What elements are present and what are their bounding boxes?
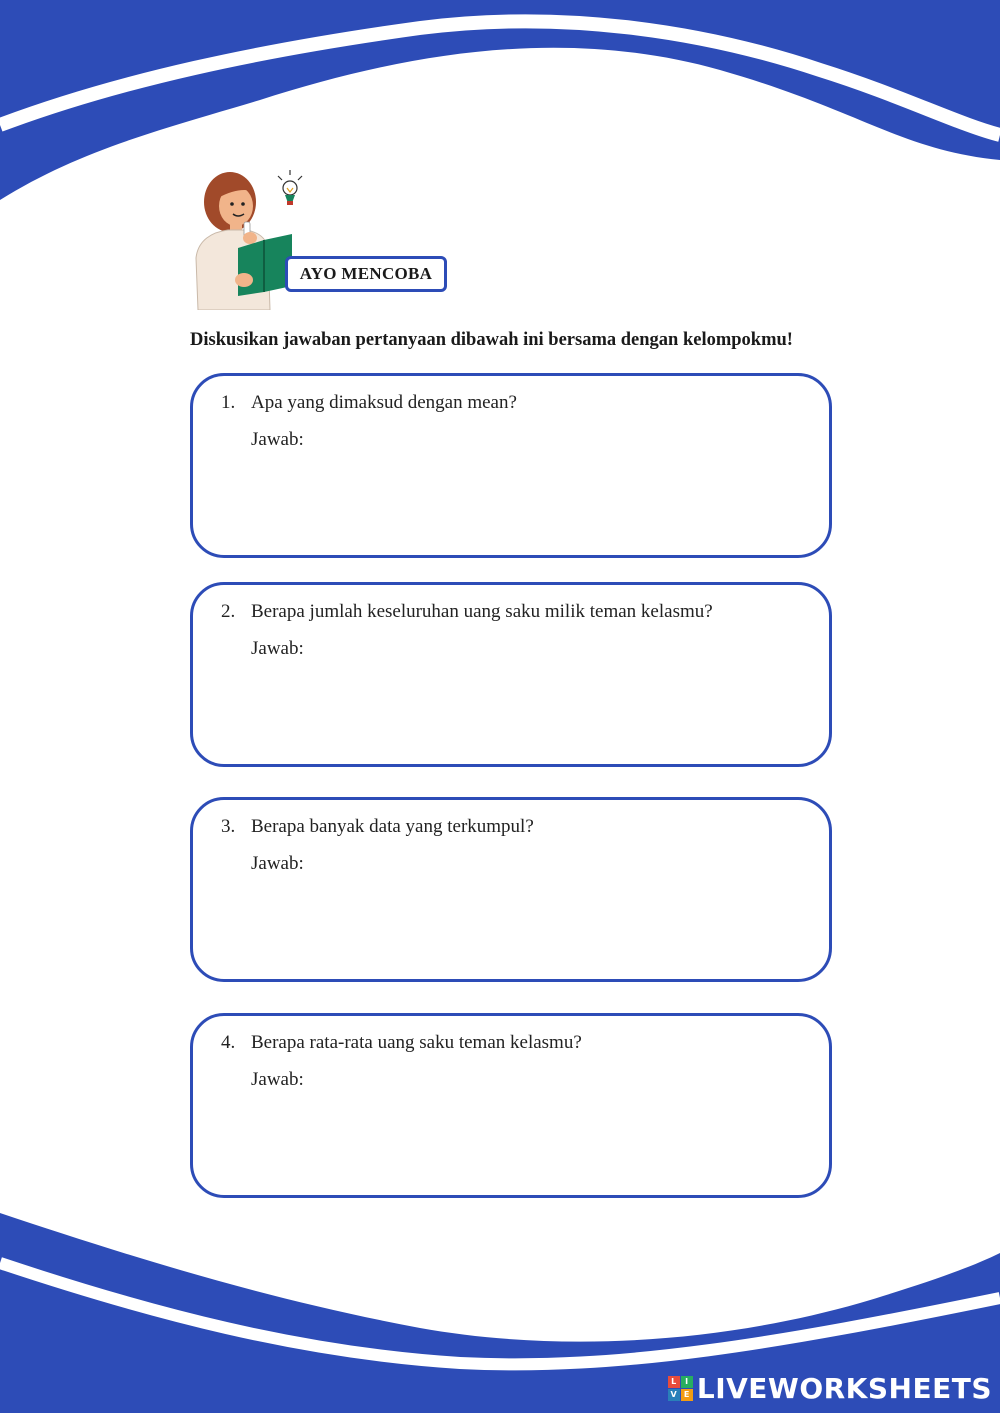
question-number: 1. bbox=[221, 392, 236, 413]
liveworksheets-logo-icon bbox=[668, 1376, 693, 1401]
lightbulb-icon bbox=[272, 168, 308, 212]
question-text: Berapa banyak data yang terkumpul? bbox=[251, 816, 534, 837]
answer-label: Jawab: bbox=[251, 1069, 304, 1090]
question-line bbox=[221, 1032, 582, 1054]
answer-label: Jawab: bbox=[251, 853, 304, 874]
question-box-4 bbox=[190, 1013, 832, 1198]
question-number: 4. bbox=[221, 1032, 236, 1053]
question-box-3 bbox=[190, 797, 832, 982]
logo-letter: L bbox=[668, 1376, 680, 1388]
answer-label: Jawab: bbox=[251, 429, 304, 450]
watermark-text: LIVEWORKSHEETS bbox=[696, 1372, 992, 1405]
section-title-badge bbox=[285, 256, 447, 292]
instruction-text: Diskusikan jawaban pertanyaan dibawah ini bersama dengan kelompokmu! bbox=[190, 330, 793, 350]
answer-label: Jawab: bbox=[251, 638, 304, 659]
question-line bbox=[221, 601, 713, 623]
question-text: Berapa rata-rata uang saku teman kelasmu? bbox=[251, 1032, 582, 1053]
question-text: Apa yang dimaksud dengan mean? bbox=[251, 392, 517, 413]
logo-letter: I bbox=[681, 1376, 693, 1388]
question-text: Berapa jumlah keseluruhan uang saku milik teman kelasmu? bbox=[251, 601, 713, 622]
question-box-2 bbox=[190, 582, 832, 767]
logo-letter: V bbox=[668, 1389, 680, 1401]
top-wave-decoration bbox=[0, 0, 1000, 210]
section-title: AYO MENCOBA bbox=[299, 264, 433, 283]
question-box-1 bbox=[190, 373, 832, 558]
question-number: 2. bbox=[221, 601, 236, 622]
logo-letter: E bbox=[681, 1389, 693, 1401]
liveworksheets-watermark bbox=[668, 1372, 992, 1405]
question-number: 3. bbox=[221, 816, 236, 837]
question-line bbox=[221, 392, 517, 414]
question-line bbox=[221, 816, 534, 838]
